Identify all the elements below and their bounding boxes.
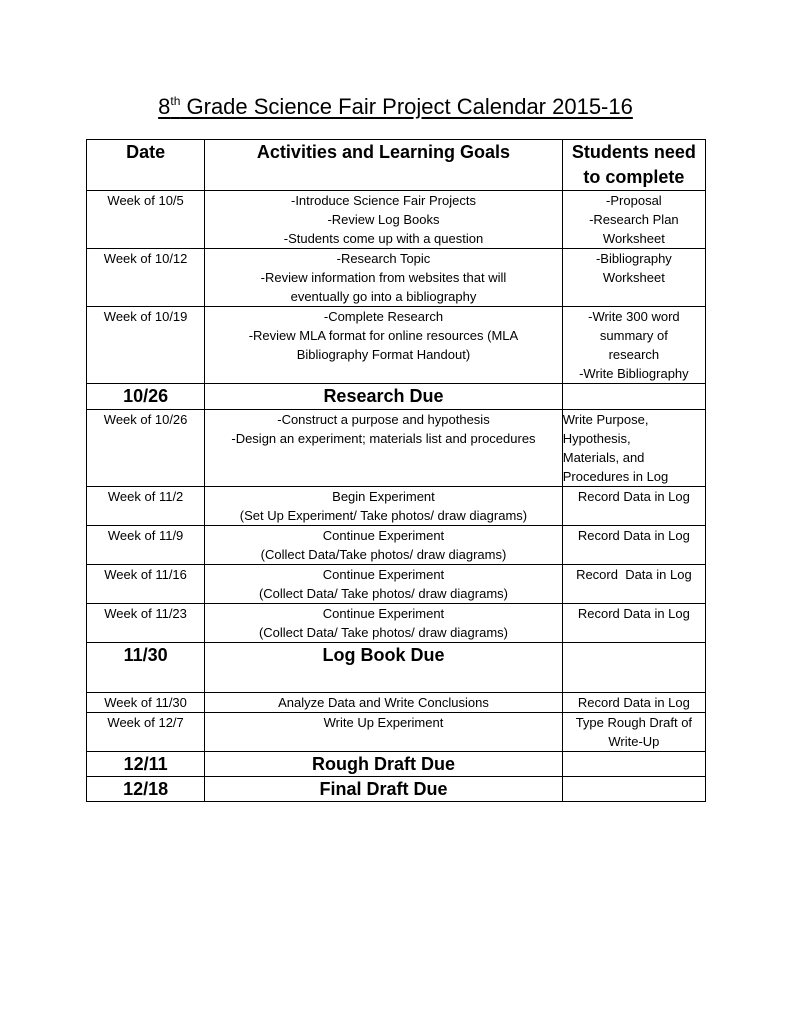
needs-cell: Record Data in Log: [562, 693, 705, 713]
milestone-label: Research Due: [205, 384, 563, 410]
table-row: [87, 713, 706, 752]
milestone-row: [87, 384, 706, 410]
needs-cell: -Bibliography Worksheet: [562, 249, 705, 307]
header-date: Date: [87, 140, 205, 191]
date-cell: Week of 12/7: [87, 713, 205, 752]
activities-cell: Analyze Data and Write Conclusions: [205, 693, 563, 713]
milestone-date: 10/26: [87, 384, 205, 410]
header-row: [87, 140, 706, 191]
activities-cell: Begin Experiment (Set Up Experiment/ Take photos/ draw diagrams): [205, 487, 563, 526]
table-row: [87, 565, 706, 604]
activities-cell: -Construct a purpose and hypothesis -Design an experiment; materials list and procedures: [205, 410, 563, 487]
needs-cell: Write Purpose, Hypothesis, Materials, and Procedures in Log: [562, 410, 705, 487]
needs-cell: Record Data in Log: [562, 526, 705, 565]
milestone-label: Rough Draft Due: [205, 752, 563, 777]
needs-cell: [562, 643, 705, 693]
calendar-table: [86, 139, 706, 802]
needs-cell: -Proposal -Research Plan Worksheet: [562, 191, 705, 249]
table-row: [87, 191, 706, 249]
table-row: [87, 487, 706, 526]
date-cell: Week of 11/16: [87, 565, 205, 604]
needs-cell: -Write 300 word summary of research -Write Bibliography: [562, 307, 705, 384]
milestone-date: 12/18: [87, 777, 205, 802]
needs-cell: [562, 777, 705, 802]
date-cell: Week of 11/30: [87, 693, 205, 713]
milestone-row: [87, 777, 706, 802]
table-row: [87, 526, 706, 565]
activities-cell: -Introduce Science Fair Projects -Review Log Books -Students come up with a question: [205, 191, 563, 249]
table-row: [87, 307, 706, 384]
title-text: Grade Science Fair Project Calendar 2015-16: [180, 94, 633, 119]
needs-cell: Record Data in Log: [562, 604, 705, 643]
activities-cell: -Complete Research -Review MLA format for online resources (MLA Bibliography Format Handout): [205, 307, 563, 384]
header-activities: Activities and Learning Goals: [205, 140, 563, 191]
activities-cell: Continue Experiment (Collect Data/Take photos/ draw diagrams): [205, 526, 563, 565]
date-cell: Week of 10/12: [87, 249, 205, 307]
table-row: [87, 693, 706, 713]
activities-cell: Write Up Experiment: [205, 713, 563, 752]
activities-cell: Continue Experiment (Collect Data/ Take photos/ draw diagrams): [205, 604, 563, 643]
milestone-date: 11/30: [87, 643, 205, 693]
milestone-date: 12/11: [87, 752, 205, 777]
activities-cell: Continue Experiment (Collect Data/ Take photos/ draw diagrams): [205, 565, 563, 604]
date-cell: Week of 11/2: [87, 487, 205, 526]
date-cell: Week of 11/9: [87, 526, 205, 565]
title-superscript: th: [170, 94, 181, 108]
milestone-row: [87, 643, 706, 693]
page-title: [0, 92, 791, 122]
date-cell: Week of 10/19: [87, 307, 205, 384]
needs-cell: [562, 752, 705, 777]
table-row: [87, 249, 706, 307]
table-row: [87, 604, 706, 643]
milestone-row: [87, 752, 706, 777]
needs-cell: Record Data in Log: [562, 565, 705, 604]
date-cell: Week of 10/26: [87, 410, 205, 487]
activities-cell: -Research Topic -Review information from websites that will eventually go into a bibliography: [205, 249, 563, 307]
table-row: [87, 410, 706, 487]
title-grade-number: 8: [158, 94, 171, 119]
header-students-need: Students need to complete: [562, 140, 705, 191]
needs-cell: Type Rough Draft of Write-Up: [562, 713, 705, 752]
date-cell: Week of 10/5: [87, 191, 205, 249]
milestone-label: Final Draft Due: [205, 777, 563, 802]
needs-cell: Record Data in Log: [562, 487, 705, 526]
date-cell: Week of 11/23: [87, 604, 205, 643]
needs-cell: [562, 384, 705, 410]
milestone-label: Log Book Due: [205, 643, 563, 693]
